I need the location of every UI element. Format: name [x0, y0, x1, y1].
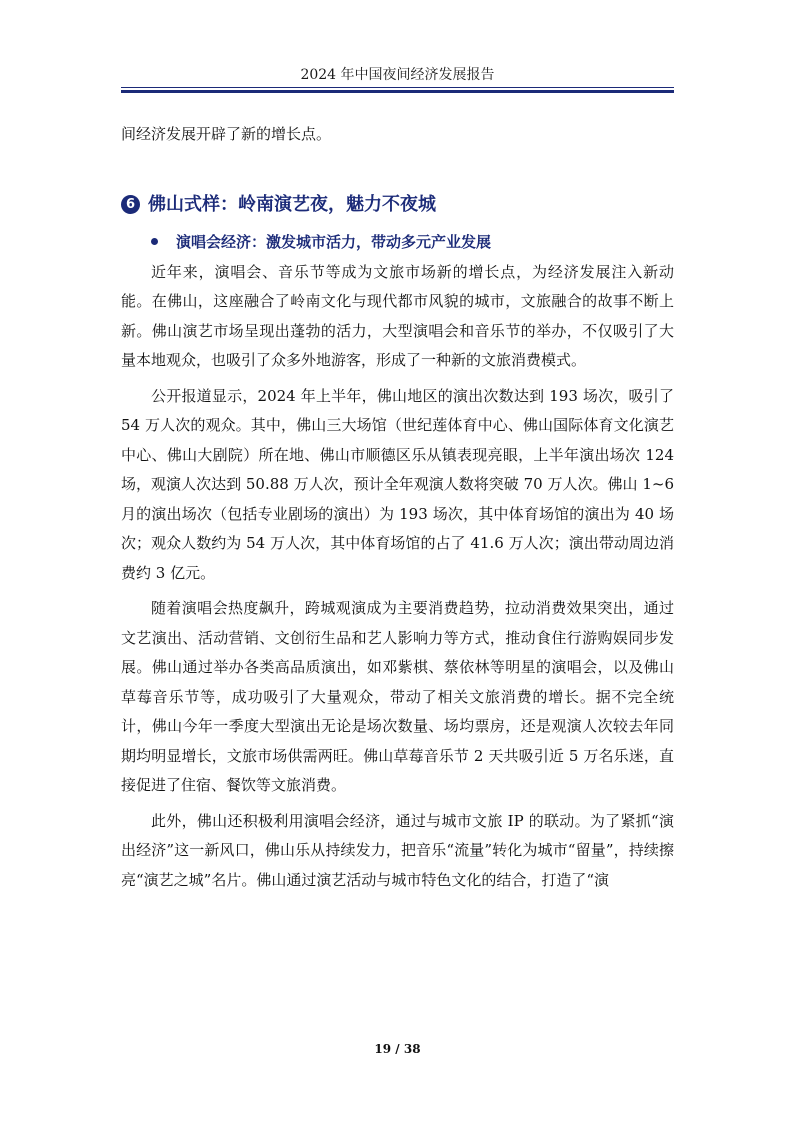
subsection-title: 演唱会经济：激发城市活力，带动多元产业发展	[176, 232, 492, 251]
paragraph-2: 公开报道显示，2024 年上半年，佛山地区的演出次数达到 193 场次，吸引了 54 万人次的观众。其中，佛山三大场馆（世纪莲体育中心、佛山国际体育文化演艺中心、佛山大剧院）所在地、佛山市顺德区乐从镇表现亮眼，上半年演出场次 124 场，观演人次达到 50.88 万人次，预计全年观演人数将突破 70 万人次。佛山 1~6 月的演出场次（包括专业剧场的演出）为 193 场次，其中体育场馆的演出为 40 场次；观众人数约为 54 万人次，其中体育场馆的占了 41.6 万人次；演出带动周边消费约 3 亿元。	[121, 386, 674, 582]
paragraph-4: 此外，佛山还积极利用演唱会经济，通过与城市文旅 IP 的联动。为了紧抓“演出经济”这一新风口，佛山乐从持续发力，把音乐“流量”转化为城市“留量”，持续擦亮“演艺之城”名片。佛山通过演艺活动与城市特色文化的结合，打造了“演	[121, 811, 674, 889]
report-header-title: 2024 年中国夜间经济发展报告	[300, 67, 495, 83]
section-title: 佛山式样：岭南演艺夜，魅力不夜城	[148, 193, 436, 215]
header-rule-thin	[121, 87, 674, 88]
bullet-icon	[151, 238, 158, 245]
continued-paragraph: 间经济发展开辟了新的增长点。	[121, 125, 332, 143]
section-number-badge: 6	[121, 195, 140, 214]
paragraph-1: 近年来，演唱会、音乐节等成为文旅市场新的增长点，为经济发展注入新动能。在佛山，这座融合了岭南文化与现代都市风貌的城市，文旅融合的故事不断上新。佛山演艺市场呈现出蓬勃的活力，大型演唱会和音乐节的举办，不仅吸引了大量本地观众，也吸引了众多外地游客，形成了一种新的文旅消费模式。	[121, 262, 674, 369]
paragraph-3: 随着演唱会热度飙升，跨城观演成为主要消费趋势，拉动消费效果突出，通过文艺演出、活动营销、文创衍生品和艺人影响力等方式，推动食住行游购娱同步发展。佛山通过举办各类高品质演出，如邓紫棋、蔡依林等明星的演唱会，以及佛山草莓音乐节等，成功吸引了大量观众，带动了相关文旅消费的增长。据不完全统计，佛山今年一季度大型演出无论是场次数量、场均票房，还是观演人次较去年同期均明显增长，文旅市场供需两旺。佛山草莓音乐节 2 天共吸引近 5 万名乐迷，直接促进了住宿、餐饮等文旅消费。	[121, 599, 674, 794]
subsection-heading	[151, 228, 674, 256]
section-heading	[121, 190, 674, 220]
header-rule-thick	[121, 90, 674, 93]
page-number: 19 / 38	[374, 1042, 421, 1056]
page-body	[121, 120, 674, 895]
